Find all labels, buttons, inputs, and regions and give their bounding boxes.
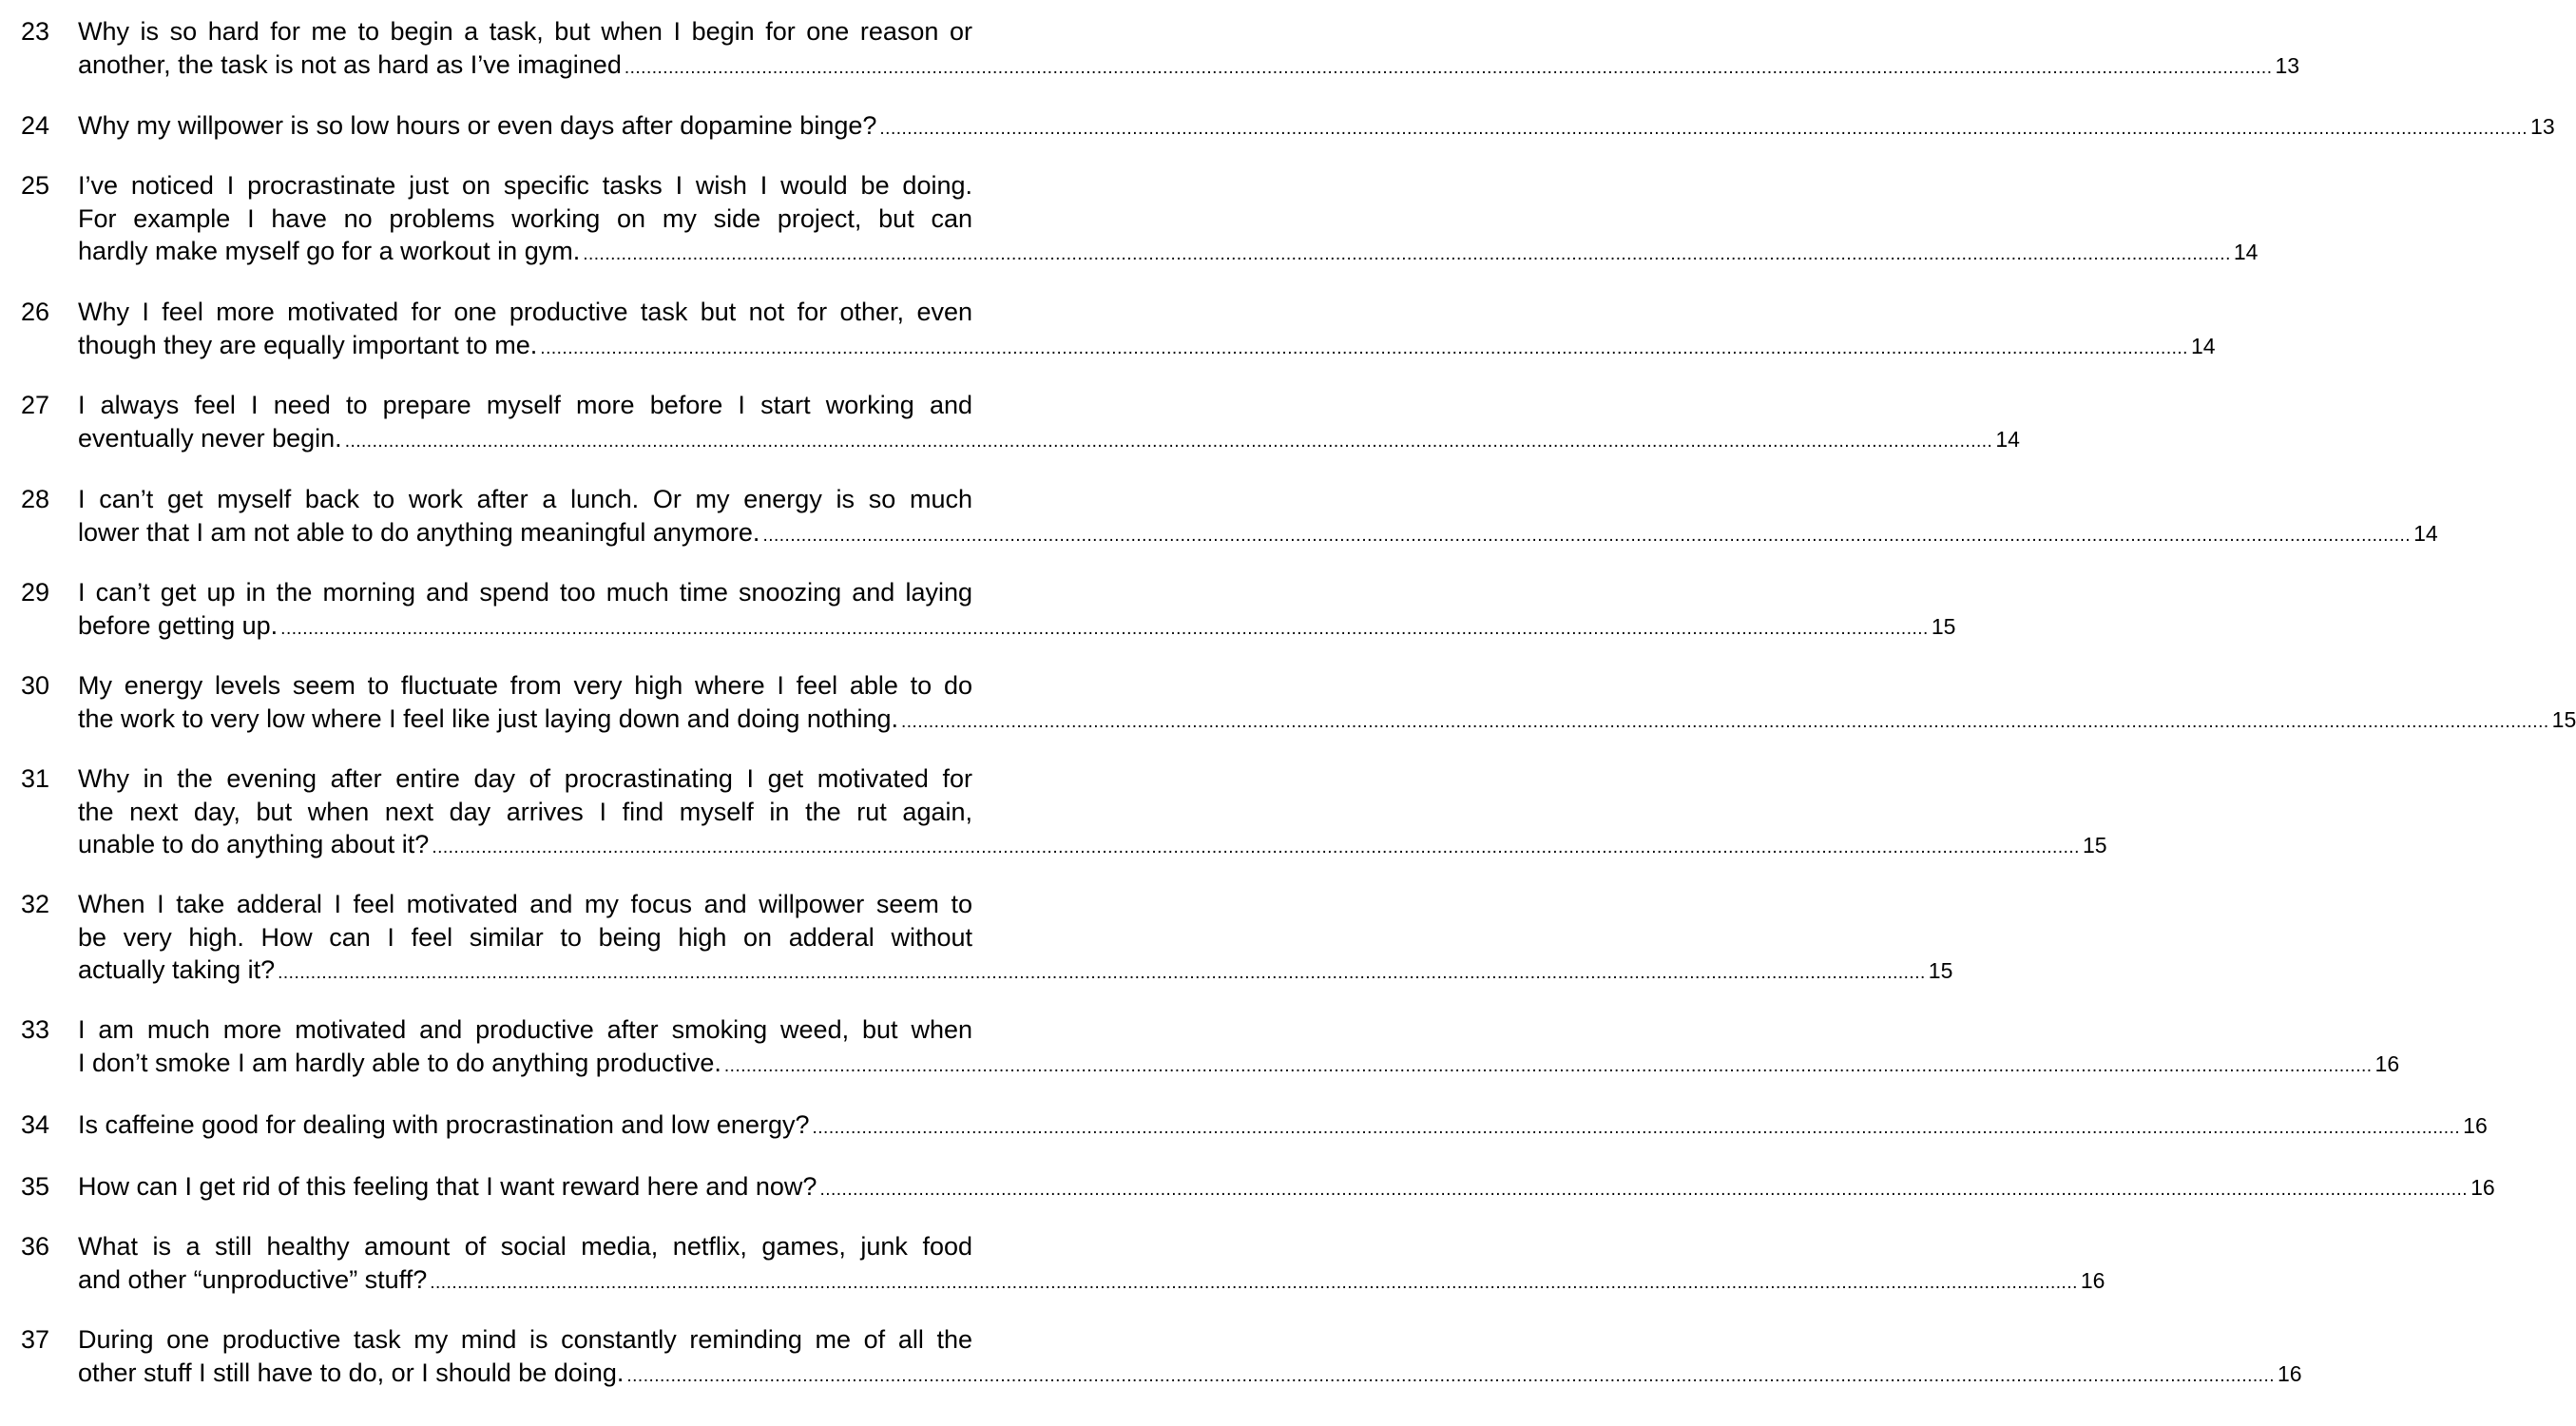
entry-text-line: another, the task is not as hard as I’ve imagined <box>78 49 622 79</box>
page-number: 16 <box>2080 1267 2105 1293</box>
entry-text-line: eventually never begin. <box>78 423 342 453</box>
entry-text-line: Why is so hard for me to begin a task, but when I begin for one reason or <box>78 17 972 46</box>
page-number: 15 <box>1931 613 1956 639</box>
entry-text-line: though they are equally important to me. <box>78 330 538 359</box>
entry-text-line: Why in the evening after entire day of procrastinating I get motivated for <box>78 764 972 793</box>
page-number: 15 <box>2082 833 2107 858</box>
entry-number: 32 <box>21 890 50 918</box>
entry-number: 29 <box>21 578 50 607</box>
entry-text-line: Is caffeine good for dealing with procrastination and low energy? <box>78 1110 810 1139</box>
entry-text-line: Why I feel more motivated for one productive task but not for other, even <box>78 298 972 326</box>
page-number: 15 <box>1928 958 1953 983</box>
entry-number: 34 <box>21 1110 50 1139</box>
entry-number: 26 <box>21 298 50 326</box>
dot-leader: ............................................................................................................................................................................................................................................................................................................ <box>879 119 2528 139</box>
page-number: 14 <box>2233 240 2259 264</box>
entry-number: 24 <box>21 111 50 140</box>
entry-text-line: the next day, but when next day arrives I find myself in the rut again, <box>78 797 972 826</box>
entry-text-line: Why my willpower is so low hours or even days after dopamine binge? <box>78 111 877 140</box>
dot-leader: ............................................................................................................................................................................................................................................................................................................ <box>812 1118 2461 1138</box>
entry-number: 35 <box>21 1172 50 1201</box>
page-number: 14 <box>2413 520 2438 546</box>
entry-number: 23 <box>21 17 50 46</box>
entry-text-line: unable to do anything about it? <box>78 830 430 858</box>
dot-leader: ............................................................................................................................................................................................................................................................................................................ <box>624 57 2273 78</box>
page-number: 14 <box>1995 426 2020 452</box>
entry-text-line: other stuff I still have to do, or I should be doing. <box>78 1358 625 1387</box>
dot-leader: ............................................................................................................................................................................................................................................................................................................ <box>762 525 2412 546</box>
entry-text-line: actually taking it? <box>78 955 276 984</box>
entry-text-line: What is a still healthy amount of social media, netflix, games, junk food <box>78 1232 972 1261</box>
entry-text-line: I always feel I need to prepare myself more before I start working and <box>78 391 972 419</box>
entry-text-line: I can’t get myself back to work after a lunch. Or my energy is so much <box>78 485 972 513</box>
page-number: 14 <box>2190 333 2216 358</box>
page-number: 13 <box>2275 52 2300 78</box>
page-number: 15 <box>2551 706 2576 732</box>
entry-text-line: I am much more motivated and productive after smoking weed, but when <box>78 1015 972 1044</box>
entry-text-line: lower that I am not able to do anything meaningful anymore. <box>78 517 760 547</box>
entry-number: 27 <box>21 391 50 419</box>
entry-number: 25 <box>21 171 50 200</box>
entry-text-line: When I take adderal I feel motivated and my focus and willpower seem to <box>78 890 972 918</box>
dot-leader: ............................................................................................................................................................................................................................................................................................................ <box>723 1055 2373 1076</box>
entry-text-line: My energy levels seem to fluctuate from very high where I feel able to do <box>78 671 972 700</box>
entry-number: 37 <box>21 1325 50 1354</box>
entry-text-line: I’ve noticed I procrastinate just on specific tasks I wish I would be doing. <box>78 171 972 200</box>
entry-text-line: For example I have no problems working on my side project, but can <box>78 203 972 233</box>
page-number: 13 <box>2530 114 2555 139</box>
entry-number: 30 <box>21 671 50 700</box>
dot-leader: ............................................................................................................................................................................................................................................................................................................ <box>540 337 2188 358</box>
entry-number: 36 <box>21 1232 50 1261</box>
page-number: 16 <box>2278 1360 2302 1386</box>
dot-leader: ............................................................................................................................................................................................................................................................................................................ <box>430 1272 2078 1293</box>
dot-leader: ............................................................................................................................................................................................................................................................................................................ <box>344 431 1993 452</box>
page-number: 16 <box>2374 1050 2400 1076</box>
entry-text-line: before getting up. <box>78 610 279 640</box>
entry-text-line: How can I get rid of this feeling that I want reward here and now? <box>78 1172 817 1201</box>
entry-number: 33 <box>21 1015 50 1044</box>
dot-leader: ............................................................................................................................................................................................................................................................................................................ <box>583 244 2231 264</box>
dot-leader: ............................................................................................................................................................................................................................................................................................................ <box>432 838 2080 858</box>
page-number: 16 <box>2470 1175 2495 1200</box>
dot-leader: ............................................................................................................................................................................................................................................................................................................ <box>901 711 2549 732</box>
entry-text-line: During one productive task my mind is constantly reminding me of all the <box>78 1325 972 1354</box>
dot-leader: ............................................................................................................................................................................................................................................................................................................ <box>280 618 1929 639</box>
entry-text-line: I can’t get up in the morning and spend too much time snoozing and laying <box>78 578 972 607</box>
entry-text-line: the work to very low where I feel like just laying down and doing nothing. <box>78 703 898 733</box>
entry-text-line: hardly make myself go for a workout in gym. <box>78 237 581 265</box>
dot-leader: ............................................................................................................................................................................................................................................................................................................ <box>626 1365 2276 1386</box>
entry-text-line: I don’t smoke I am hardly able to do anything productive. <box>78 1048 721 1077</box>
dot-leader: ............................................................................................................................................................................................................................................................................................................ <box>278 963 1926 983</box>
entry-number: 31 <box>21 764 50 793</box>
dot-leader: ............................................................................................................................................................................................................................................................................................................ <box>819 1180 2469 1200</box>
entry-number: 28 <box>21 485 50 513</box>
entry-text-line: be very high. How can I feel similar to being high on adderal without <box>78 922 972 952</box>
page-number: 16 <box>2463 1113 2488 1138</box>
entry-text-line: and other “unproductive” stuff? <box>78 1264 428 1294</box>
